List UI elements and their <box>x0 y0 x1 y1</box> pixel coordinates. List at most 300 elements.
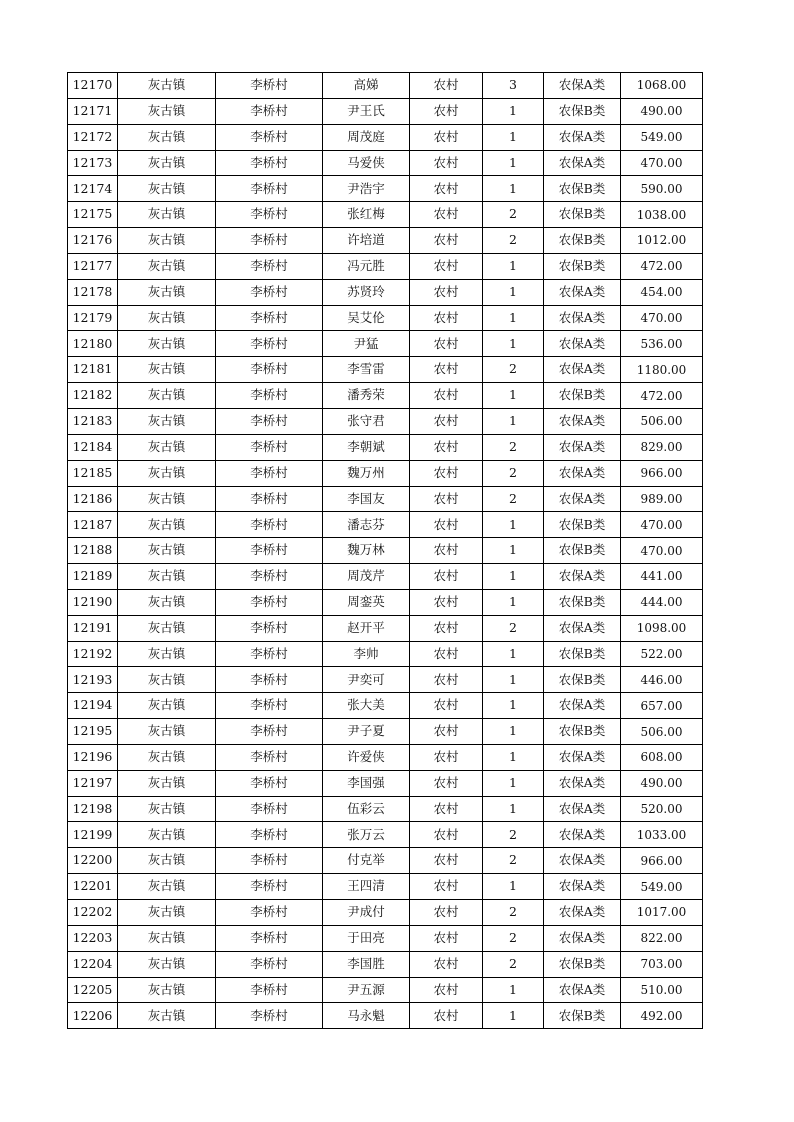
village-cell: 李桥村 <box>216 538 323 564</box>
person-name-cell: 张万云 <box>323 822 410 848</box>
town-cell: 灰古镇 <box>118 538 216 564</box>
household-type-cell: 农村 <box>410 73 483 99</box>
household-type-cell: 农村 <box>410 615 483 641</box>
village-cell: 李桥村 <box>216 512 323 538</box>
village-cell: 李桥村 <box>216 253 323 279</box>
person-name-cell: 李朝斌 <box>323 434 410 460</box>
amount-cell: 441.00 <box>621 564 703 590</box>
record-id-cell: 12192 <box>68 641 118 667</box>
member-count-cell: 1 <box>483 693 544 719</box>
town-cell: 灰古镇 <box>118 305 216 331</box>
town-cell: 灰古镇 <box>118 848 216 874</box>
person-name-cell: 魏万州 <box>323 460 410 486</box>
town-cell: 灰古镇 <box>118 98 216 124</box>
category-cell: 农保A类 <box>544 357 621 383</box>
household-type-cell: 农村 <box>410 176 483 202</box>
category-cell: 农保B类 <box>544 253 621 279</box>
member-count-cell: 2 <box>483 357 544 383</box>
town-cell: 灰古镇 <box>118 73 216 99</box>
category-cell: 农保B类 <box>544 228 621 254</box>
member-count-cell: 2 <box>483 900 544 926</box>
person-name-cell: 潘志芬 <box>323 512 410 538</box>
person-name-cell: 马爱侠 <box>323 150 410 176</box>
member-count-cell: 1 <box>483 150 544 176</box>
town-cell: 灰古镇 <box>118 228 216 254</box>
category-cell: 农保A类 <box>544 279 621 305</box>
table-row <box>68 98 703 124</box>
person-name-cell: 苏贤玲 <box>323 279 410 305</box>
village-cell: 李桥村 <box>216 408 323 434</box>
record-id-cell: 12198 <box>68 796 118 822</box>
village-cell: 李桥村 <box>216 73 323 99</box>
record-id-cell: 12181 <box>68 357 118 383</box>
person-name-cell: 尹五源 <box>323 977 410 1003</box>
village-cell: 李桥村 <box>216 460 323 486</box>
village-cell: 李桥村 <box>216 848 323 874</box>
village-cell: 李桥村 <box>216 925 323 951</box>
household-type-cell: 农村 <box>410 564 483 590</box>
category-cell: 农保A类 <box>544 744 621 770</box>
member-count-cell: 1 <box>483 408 544 434</box>
person-name-cell: 王四清 <box>323 874 410 900</box>
household-type-cell: 农村 <box>410 331 483 357</box>
table-row <box>68 383 703 409</box>
person-name-cell: 吴艾伦 <box>323 305 410 331</box>
village-cell: 李桥村 <box>216 977 323 1003</box>
village-cell: 李桥村 <box>216 770 323 796</box>
household-type-cell: 农村 <box>410 693 483 719</box>
category-cell: 农保B类 <box>544 512 621 538</box>
table-row <box>68 744 703 770</box>
amount-cell: 472.00 <box>621 253 703 279</box>
category-cell: 农保A类 <box>544 460 621 486</box>
household-type-cell: 农村 <box>410 150 483 176</box>
category-cell: 农保B类 <box>544 98 621 124</box>
amount-cell: 522.00 <box>621 641 703 667</box>
person-name-cell: 马永魁 <box>323 1003 410 1029</box>
household-type-cell: 农村 <box>410 434 483 460</box>
member-count-cell: 1 <box>483 589 544 615</box>
record-id-cell: 12170 <box>68 73 118 99</box>
village-cell: 李桥村 <box>216 124 323 150</box>
town-cell: 灰古镇 <box>118 124 216 150</box>
category-cell: 农保B类 <box>544 667 621 693</box>
amount-cell: 1033.00 <box>621 822 703 848</box>
record-id-cell: 12204 <box>68 951 118 977</box>
town-cell: 灰古镇 <box>118 176 216 202</box>
category-cell: 农保A类 <box>544 124 621 150</box>
record-id-cell: 12178 <box>68 279 118 305</box>
household-type-cell: 农村 <box>410 279 483 305</box>
person-name-cell: 伍彩云 <box>323 796 410 822</box>
record-id-cell: 12193 <box>68 667 118 693</box>
member-count-cell: 1 <box>483 1003 544 1029</box>
person-name-cell: 高娣 <box>323 73 410 99</box>
household-type-cell: 农村 <box>410 641 483 667</box>
town-cell: 灰古镇 <box>118 357 216 383</box>
member-count-cell: 1 <box>483 279 544 305</box>
household-type-cell: 农村 <box>410 900 483 926</box>
village-cell: 李桥村 <box>216 719 323 745</box>
town-cell: 灰古镇 <box>118 512 216 538</box>
table-row <box>68 719 703 745</box>
person-name-cell: 潘秀荣 <box>323 383 410 409</box>
category-cell: 农保A类 <box>544 848 621 874</box>
table-row <box>68 357 703 383</box>
village-cell: 李桥村 <box>216 279 323 305</box>
household-type-cell: 农村 <box>410 925 483 951</box>
person-name-cell: 李国胜 <box>323 951 410 977</box>
person-name-cell: 尹奕可 <box>323 667 410 693</box>
person-name-cell: 李雪雷 <box>323 357 410 383</box>
member-count-cell: 1 <box>483 770 544 796</box>
record-id-cell: 12197 <box>68 770 118 796</box>
member-count-cell: 2 <box>483 228 544 254</box>
village-cell: 李桥村 <box>216 641 323 667</box>
household-type-cell: 农村 <box>410 770 483 796</box>
household-type-cell: 农村 <box>410 202 483 228</box>
town-cell: 灰古镇 <box>118 796 216 822</box>
record-id-cell: 12205 <box>68 977 118 1003</box>
table-row <box>68 331 703 357</box>
member-count-cell: 1 <box>483 176 544 202</box>
town-cell: 灰古镇 <box>118 331 216 357</box>
member-count-cell: 2 <box>483 848 544 874</box>
village-cell: 李桥村 <box>216 331 323 357</box>
town-cell: 灰古镇 <box>118 383 216 409</box>
village-cell: 李桥村 <box>216 667 323 693</box>
household-type-cell: 农村 <box>410 874 483 900</box>
town-cell: 灰古镇 <box>118 874 216 900</box>
person-name-cell: 张红梅 <box>323 202 410 228</box>
table-row <box>68 874 703 900</box>
record-id-cell: 12199 <box>68 822 118 848</box>
amount-cell: 470.00 <box>621 512 703 538</box>
town-cell: 灰古镇 <box>118 951 216 977</box>
category-cell: 农保A类 <box>544 305 621 331</box>
household-type-cell: 农村 <box>410 796 483 822</box>
member-count-cell: 2 <box>483 951 544 977</box>
household-type-cell: 农村 <box>410 124 483 150</box>
town-cell: 灰古镇 <box>118 1003 216 1029</box>
amount-cell: 966.00 <box>621 848 703 874</box>
member-count-cell: 1 <box>483 977 544 1003</box>
record-id-cell: 12190 <box>68 589 118 615</box>
village-cell: 李桥村 <box>216 228 323 254</box>
record-id-cell: 12188 <box>68 538 118 564</box>
table-row <box>68 512 703 538</box>
town-cell: 灰古镇 <box>118 253 216 279</box>
record-id-cell: 12176 <box>68 228 118 254</box>
person-name-cell: 李国友 <box>323 486 410 512</box>
household-type-cell: 农村 <box>410 357 483 383</box>
town-cell: 灰古镇 <box>118 925 216 951</box>
member-count-cell: 2 <box>483 615 544 641</box>
category-cell: 农保A类 <box>544 770 621 796</box>
category-cell: 农保A类 <box>544 822 621 848</box>
table-row <box>68 951 703 977</box>
household-type-cell: 农村 <box>410 98 483 124</box>
category-cell: 农保A类 <box>544 900 621 926</box>
table-row <box>68 279 703 305</box>
category-cell: 农保B类 <box>544 951 621 977</box>
household-type-cell: 农村 <box>410 408 483 434</box>
table-row <box>68 124 703 150</box>
table-row <box>68 925 703 951</box>
member-count-cell: 1 <box>483 796 544 822</box>
person-name-cell: 尹成付 <box>323 900 410 926</box>
person-name-cell: 张大美 <box>323 693 410 719</box>
household-type-cell: 农村 <box>410 822 483 848</box>
table-row <box>68 305 703 331</box>
record-id-cell: 12174 <box>68 176 118 202</box>
household-type-cell: 农村 <box>410 848 483 874</box>
table-row <box>68 202 703 228</box>
category-cell: 农保B类 <box>544 719 621 745</box>
record-id-cell: 12180 <box>68 331 118 357</box>
amount-cell: 703.00 <box>621 951 703 977</box>
amount-cell: 506.00 <box>621 719 703 745</box>
person-name-cell: 许爱侠 <box>323 744 410 770</box>
amount-cell: 490.00 <box>621 98 703 124</box>
table-row <box>68 848 703 874</box>
village-cell: 李桥村 <box>216 796 323 822</box>
member-count-cell: 1 <box>483 538 544 564</box>
amount-cell: 1068.00 <box>621 73 703 99</box>
member-count-cell: 2 <box>483 460 544 486</box>
village-cell: 李桥村 <box>216 874 323 900</box>
person-name-cell: 魏万林 <box>323 538 410 564</box>
household-type-cell: 农村 <box>410 253 483 279</box>
amount-cell: 1038.00 <box>621 202 703 228</box>
category-cell: 农保A类 <box>544 434 621 460</box>
record-id-cell: 12177 <box>68 253 118 279</box>
record-id-cell: 12206 <box>68 1003 118 1029</box>
record-id-cell: 12202 <box>68 900 118 926</box>
category-cell: 农保B类 <box>544 589 621 615</box>
member-count-cell: 1 <box>483 305 544 331</box>
town-cell: 灰古镇 <box>118 770 216 796</box>
record-id-cell: 12172 <box>68 124 118 150</box>
member-count-cell: 2 <box>483 486 544 512</box>
category-cell: 农保A类 <box>544 564 621 590</box>
village-cell: 李桥村 <box>216 900 323 926</box>
record-id-cell: 12203 <box>68 925 118 951</box>
allowance-table <box>67 72 703 1029</box>
town-cell: 灰古镇 <box>118 564 216 590</box>
person-name-cell: 张守君 <box>323 408 410 434</box>
person-name-cell: 尹子夏 <box>323 719 410 745</box>
table-row <box>68 408 703 434</box>
town-cell: 灰古镇 <box>118 615 216 641</box>
amount-cell: 822.00 <box>621 925 703 951</box>
village-cell: 李桥村 <box>216 176 323 202</box>
amount-cell: 657.00 <box>621 693 703 719</box>
record-id-cell: 12201 <box>68 874 118 900</box>
person-name-cell: 赵开平 <box>323 615 410 641</box>
household-type-cell: 农村 <box>410 460 483 486</box>
category-cell: 农保A类 <box>544 73 621 99</box>
household-type-cell: 农村 <box>410 719 483 745</box>
town-cell: 灰古镇 <box>118 460 216 486</box>
town-cell: 灰古镇 <box>118 408 216 434</box>
town-cell: 灰古镇 <box>118 822 216 848</box>
amount-cell: 446.00 <box>621 667 703 693</box>
table-row <box>68 667 703 693</box>
household-type-cell: 农村 <box>410 977 483 1003</box>
record-id-cell: 12182 <box>68 383 118 409</box>
table-row <box>68 176 703 202</box>
record-id-cell: 12173 <box>68 150 118 176</box>
table-row <box>68 73 703 99</box>
table-row <box>68 1003 703 1029</box>
person-name-cell: 尹王氏 <box>323 98 410 124</box>
record-id-cell: 12186 <box>68 486 118 512</box>
amount-cell: 510.00 <box>621 977 703 1003</box>
village-cell: 李桥村 <box>216 383 323 409</box>
village-cell: 李桥村 <box>216 951 323 977</box>
category-cell: 农保A类 <box>544 693 621 719</box>
category-cell: 农保A类 <box>544 977 621 1003</box>
person-name-cell: 尹猛 <box>323 331 410 357</box>
table-row <box>68 615 703 641</box>
village-cell: 李桥村 <box>216 150 323 176</box>
amount-cell: 1180.00 <box>621 357 703 383</box>
category-cell: 农保A类 <box>544 486 621 512</box>
category-cell: 农保B类 <box>544 202 621 228</box>
member-count-cell: 1 <box>483 383 544 409</box>
household-type-cell: 农村 <box>410 383 483 409</box>
household-type-cell: 农村 <box>410 667 483 693</box>
table-row <box>68 770 703 796</box>
record-id-cell: 12200 <box>68 848 118 874</box>
amount-cell: 520.00 <box>621 796 703 822</box>
category-cell: 农保A类 <box>544 408 621 434</box>
household-type-cell: 农村 <box>410 305 483 331</box>
table-row <box>68 900 703 926</box>
member-count-cell: 1 <box>483 719 544 745</box>
household-type-cell: 农村 <box>410 512 483 538</box>
record-id-cell: 12194 <box>68 693 118 719</box>
table-row <box>68 641 703 667</box>
member-count-cell: 2 <box>483 434 544 460</box>
household-type-cell: 农村 <box>410 486 483 512</box>
village-cell: 李桥村 <box>216 305 323 331</box>
village-cell: 李桥村 <box>216 434 323 460</box>
category-cell: 农保B类 <box>544 176 621 202</box>
table-row <box>68 564 703 590</box>
table-row <box>68 796 703 822</box>
amount-cell: 470.00 <box>621 305 703 331</box>
amount-cell: 1017.00 <box>621 900 703 926</box>
table-row <box>68 460 703 486</box>
town-cell: 灰古镇 <box>118 486 216 512</box>
category-cell: 农保A类 <box>544 874 621 900</box>
amount-cell: 454.00 <box>621 279 703 305</box>
amount-cell: 1012.00 <box>621 228 703 254</box>
record-id-cell: 12185 <box>68 460 118 486</box>
category-cell: 农保B类 <box>544 1003 621 1029</box>
village-cell: 李桥村 <box>216 486 323 512</box>
town-cell: 灰古镇 <box>118 589 216 615</box>
member-count-cell: 3 <box>483 73 544 99</box>
member-count-cell: 1 <box>483 564 544 590</box>
table-row <box>68 693 703 719</box>
village-cell: 李桥村 <box>216 1003 323 1029</box>
category-cell: 农保A类 <box>544 615 621 641</box>
amount-cell: 470.00 <box>621 150 703 176</box>
record-id-cell: 12184 <box>68 434 118 460</box>
amount-cell: 490.00 <box>621 770 703 796</box>
table-row <box>68 538 703 564</box>
member-count-cell: 2 <box>483 822 544 848</box>
town-cell: 灰古镇 <box>118 641 216 667</box>
person-name-cell: 周銮英 <box>323 589 410 615</box>
village-cell: 李桥村 <box>216 357 323 383</box>
amount-cell: 1098.00 <box>621 615 703 641</box>
table-row <box>68 589 703 615</box>
town-cell: 灰古镇 <box>118 693 216 719</box>
person-name-cell: 于田亮 <box>323 925 410 951</box>
category-cell: 农保A类 <box>544 925 621 951</box>
amount-cell: 472.00 <box>621 383 703 409</box>
household-type-cell: 农村 <box>410 951 483 977</box>
household-type-cell: 农村 <box>410 589 483 615</box>
table-row <box>68 822 703 848</box>
town-cell: 灰古镇 <box>118 150 216 176</box>
table-row <box>68 150 703 176</box>
amount-cell: 549.00 <box>621 124 703 150</box>
village-cell: 李桥村 <box>216 693 323 719</box>
town-cell: 灰古镇 <box>118 434 216 460</box>
record-id-cell: 12196 <box>68 744 118 770</box>
household-type-cell: 农村 <box>410 228 483 254</box>
person-name-cell: 李国强 <box>323 770 410 796</box>
person-name-cell: 许培道 <box>323 228 410 254</box>
member-count-cell: 1 <box>483 641 544 667</box>
member-count-cell: 1 <box>483 124 544 150</box>
town-cell: 灰古镇 <box>118 719 216 745</box>
village-cell: 李桥村 <box>216 615 323 641</box>
town-cell: 灰古镇 <box>118 977 216 1003</box>
record-id-cell: 12191 <box>68 615 118 641</box>
person-name-cell: 冯元胜 <box>323 253 410 279</box>
village-cell: 李桥村 <box>216 98 323 124</box>
record-id-cell: 12189 <box>68 564 118 590</box>
record-id-cell: 12195 <box>68 719 118 745</box>
person-name-cell: 周茂芹 <box>323 564 410 590</box>
town-cell: 灰古镇 <box>118 279 216 305</box>
table-row <box>68 253 703 279</box>
town-cell: 灰古镇 <box>118 667 216 693</box>
member-count-cell: 1 <box>483 874 544 900</box>
town-cell: 灰古镇 <box>118 202 216 228</box>
record-id-cell: 12187 <box>68 512 118 538</box>
category-cell: 农保A类 <box>544 150 621 176</box>
amount-cell: 549.00 <box>621 874 703 900</box>
table-row <box>68 434 703 460</box>
table-row <box>68 228 703 254</box>
member-count-cell: 1 <box>483 744 544 770</box>
member-count-cell: 2 <box>483 925 544 951</box>
person-name-cell: 付克举 <box>323 848 410 874</box>
record-id-cell: 12175 <box>68 202 118 228</box>
table-row <box>68 977 703 1003</box>
person-name-cell: 李帅 <box>323 641 410 667</box>
village-cell: 李桥村 <box>216 589 323 615</box>
amount-cell: 506.00 <box>621 408 703 434</box>
record-id-cell: 12179 <box>68 305 118 331</box>
